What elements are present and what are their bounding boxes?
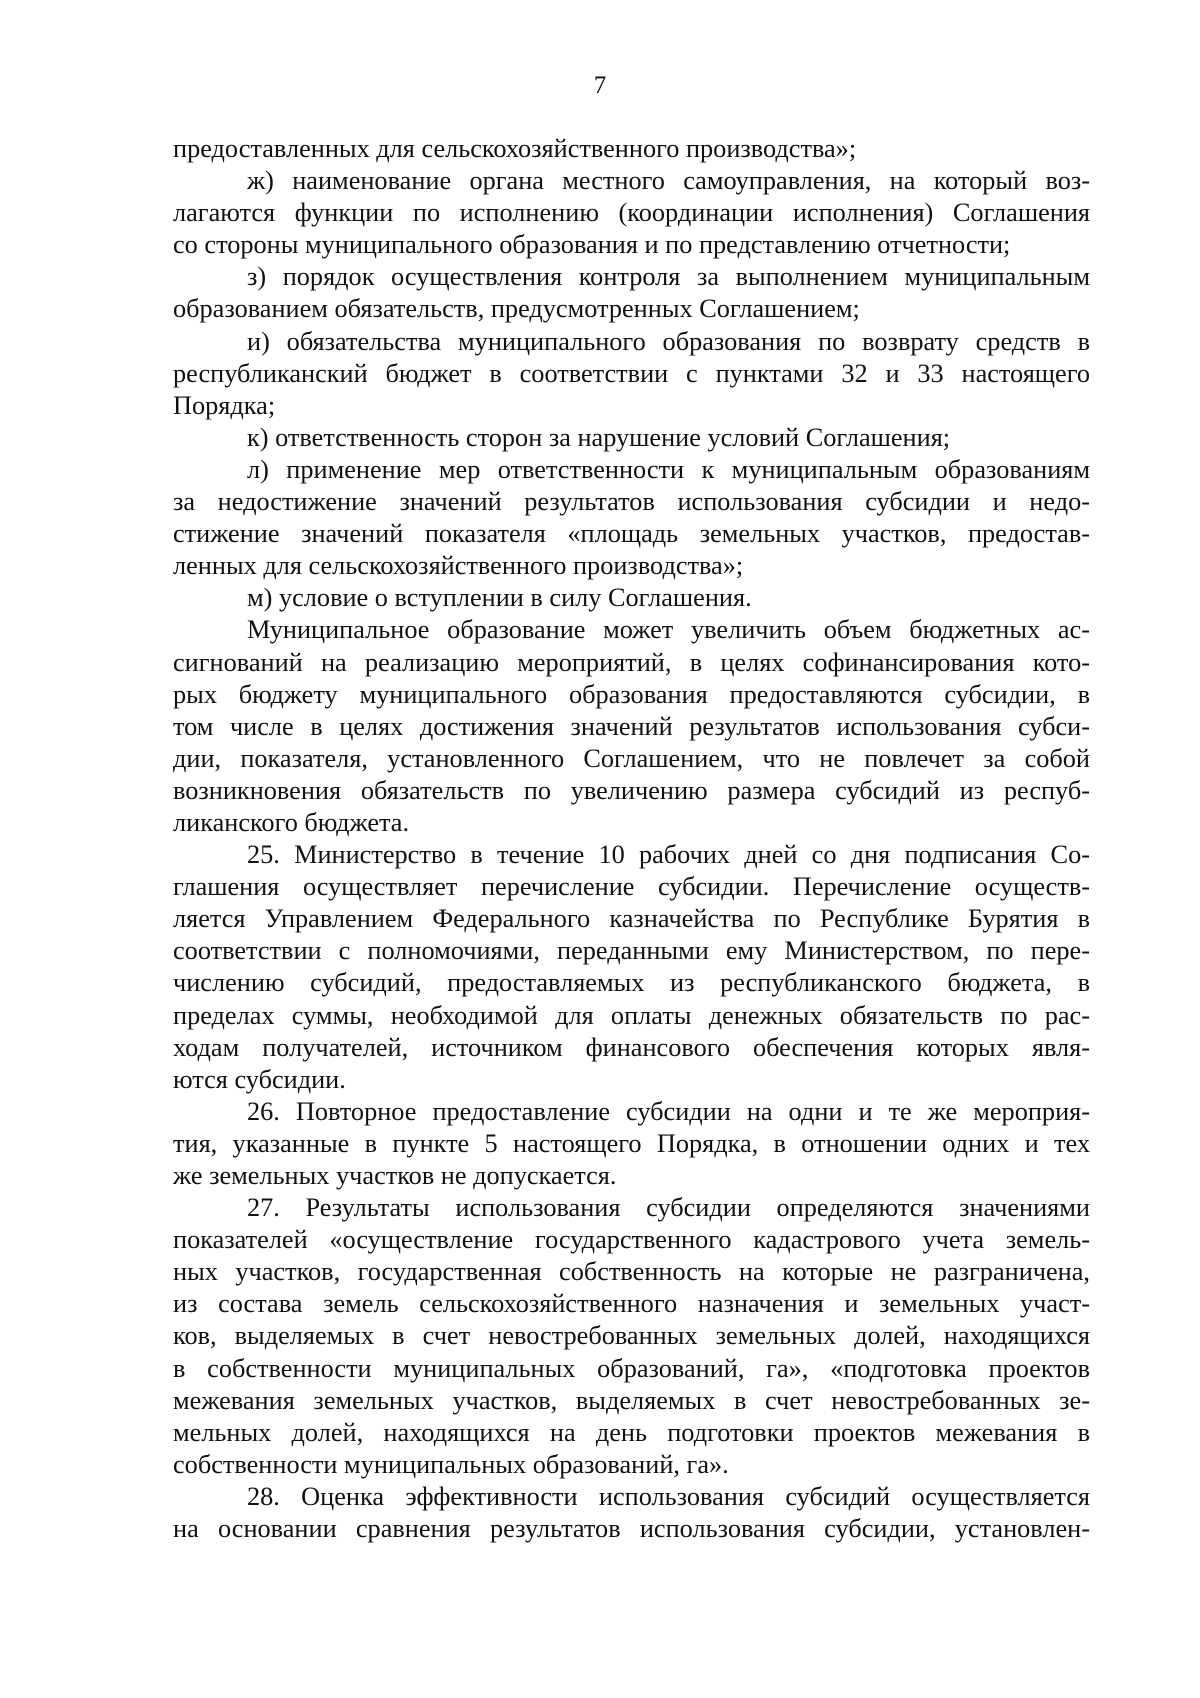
text-line: ж) наименование органа местного самоуправления, на который воз- [247,166,1090,196]
text-line: ляется Управлением Федерального казначейства по Республике Бурятия в [173,904,1090,934]
text-line: м) условие о вступлении в силу Соглашения. [247,583,752,613]
text-line: лагаются функции по исполнению (координации исполнения) Соглашения [173,198,1090,228]
text-line: ходам получателей, источником финансового обеспечения которых явля- [173,1032,1090,1062]
text-line: в собственности муниципальных образований, га», «подготовка проектов [173,1353,1090,1383]
text-line: рых бюджету муниципального образования предоставляются субсидии, в [173,679,1090,709]
text-line: межевания земельных участков, выделяемых в счет невостребованных зе- [173,1385,1090,1415]
text-line: сигнований на реализацию мероприятий, в целях софинансирования кото- [173,647,1090,677]
text-line: собственности муниципальных образований, га». [173,1449,729,1479]
text-line: том числе в целях достижения значений результатов использования субси- [173,711,1090,741]
text-line: з) порядок осуществления контроля за выполнением муниципальным [247,262,1090,292]
text-line: глашения осуществляет перечисление субсидии. Перечисление осуществ- [173,872,1090,902]
text-line: пределах суммы, необходимой для оплаты денежных обязательств по рас- [173,1000,1090,1030]
text-line: дии, показателя, установленного Соглашением, что не повлечет за собой [173,743,1090,773]
text-line: республиканский бюджет в соответствии с пунктами 32 и 33 настоящего [173,358,1090,388]
text-line: л) применение мер ответственности к муниципальным образованиям [247,454,1090,484]
text-line: 28. Оценка эффективности использования субсидий осуществляется [247,1481,1090,1511]
text-line: тия, указанные в пункте 5 настоящего Порядка, в отношении одних и тех [173,1128,1090,1158]
text-line: к) ответственность сторон за нарушение условий Соглашения; [247,422,951,452]
document-body [173,133,1090,1545]
text-line: 26. Повторное предоставление субсидии на одни и те же мероприя- [247,1096,1090,1126]
text-line: ленных для сельскохозяйственного производства»; [173,551,744,581]
text-line: ликанского бюджета. [173,807,410,837]
text-line: Порядка; [173,390,276,420]
text-line: предоставленных для сельскохозяйственного производства»; [173,134,857,163]
text-line: со стороны муниципального образования и по представлению отчетности; [173,230,1011,260]
text-line: соответствии с полномочиями, переданными ему Министерством, по пере- [173,936,1090,966]
text-line: из состава земель сельскохозяйственного назначения и земельных участ- [173,1289,1090,1319]
text-line: образованием обязательств, предусмотренных Соглашением; [173,294,860,324]
text-line: ных участков, государственная собственность на которые не разграничена, [173,1257,1090,1287]
text-line: на основании сравнения результатов использования субсидии, установлен- [173,1514,1090,1544]
text-line: ков, выделяемых в счет невостребованных земельных долей, находящихся [173,1321,1090,1351]
text-line: и) обязательства муниципального образования по возврату средств в [247,326,1090,356]
page-number: 7 [593,72,607,99]
text-line: 27. Результаты использования субсидии определяются значениями [247,1193,1090,1223]
text-line: за недостижение значений результатов использования субсидии и недо- [173,487,1090,517]
text-line: же земельных участков не допускается. [173,1161,617,1190]
text-line: Муниципальное образование может увеличить объем бюджетных ас- [247,615,1090,645]
text-line: числению субсидий, предоставляемых из республиканского бюджета, в [173,968,1090,998]
text-line: 25. Министерство в течение 10 рабочих дней со дня подписания Со- [247,840,1090,870]
text-line: ются субсидии. [173,1064,346,1094]
text-line: мельных долей, находящихся на день подготовки проектов межевания в [173,1417,1090,1447]
text-line: стижение значений показателя «площадь земельных участков, предостав- [173,519,1090,549]
text-line: показателей «осуществление государственного кадастрового учета земель- [173,1225,1090,1255]
text-line: возникновения обязательств по увеличению размера субсидий из респуб- [173,775,1090,805]
